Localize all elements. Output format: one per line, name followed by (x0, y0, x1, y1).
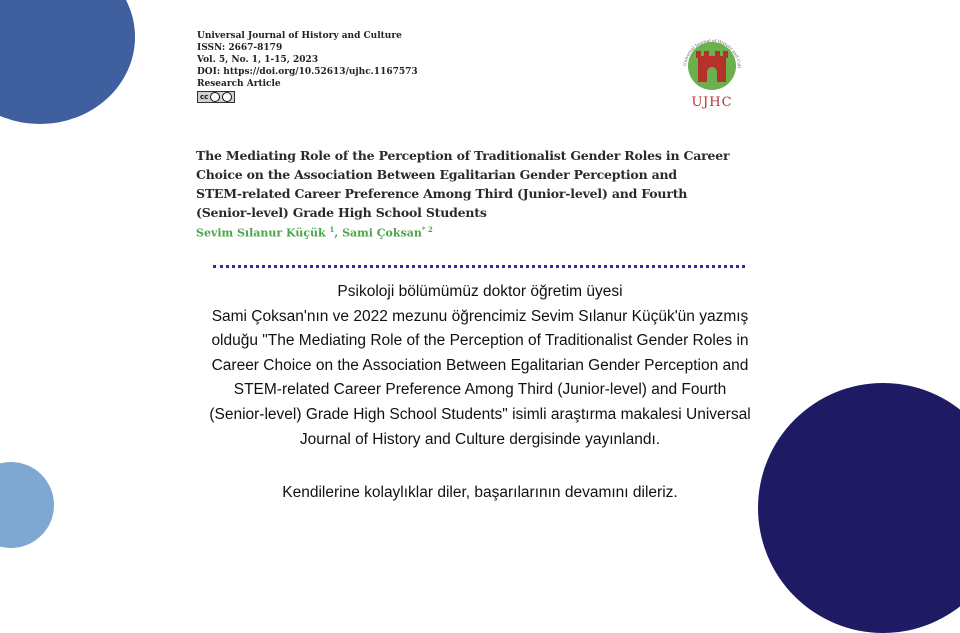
author-affiliation: 1 (329, 225, 335, 234)
title-line: The Mediating Role of the Perception of Traditionalist Gender Roles in Career (196, 148, 730, 163)
journal-meta (197, 30, 418, 103)
cc-nc-icon (222, 92, 232, 102)
announcement-line: (Senior-level) Grade High School Students" isimli araştırma makalesi Universal (209, 405, 751, 423)
logo-text: UJHC (691, 95, 733, 110)
creative-commons-badge-icon[interactable] (197, 91, 235, 103)
announcement-line: Journal of History and Culture dergisinde yayınlandı. (299, 430, 661, 448)
journal-issn: ISSN: 2667-8179 (197, 43, 283, 53)
article-type: Research Article (197, 79, 281, 89)
decor-circle-bottom-left (0, 462, 54, 548)
announcement-text (150, 280, 810, 452)
announcement-line: Career Choice on the Association Between Egalitarian Gender Perception and (211, 356, 749, 374)
article-title (196, 146, 756, 222)
closing-text: Kendilerine kolaylıklar diler, başarılarının devamını dileriz. (282, 484, 678, 501)
journal-volume: Vol. 5, No. 1, 1-15, 2023 (197, 55, 319, 65)
author-name: Sevim Sılanur Küçük (196, 226, 326, 240)
journal-name: Universal Journal of History and Culture (197, 31, 402, 41)
announcement-line: Sami Çoksan'nın ve 2022 mezunu öğrencimiz Sevim Sılanur Küçük'ün yazmış (211, 307, 749, 325)
announcement-line: Psikoloji bölümümüz doktor öğretim üyesi (337, 283, 623, 300)
author-name: Sami Çoksan (342, 226, 422, 240)
decor-circle-top-left (0, 0, 135, 124)
author-affiliation: * 2 (421, 225, 433, 234)
logo-ring-text: Universal Journal of History and Cult (682, 37, 743, 69)
journal-doi[interactable]: DOI: https://doi.org/10.52613/ujhc.1167573 (197, 67, 418, 77)
ujhc-logo-icon (676, 34, 748, 110)
announcement-line: STEM-related Career Preference Among Third (Junior-level) and Fourth (233, 381, 727, 399)
title-line: (Senior-level) Grade High School Students (196, 205, 487, 220)
article-authors: Sevim Sılanur Küçük $^1$, Sami Çoksan$^{* 2}$ (196, 225, 433, 240)
title-line: Choice on the Association Between Egalitarian Gender Perception and (196, 167, 677, 182)
announcement-line: olduğu "The Mediating Role of the Perception of Traditionalist Gender Roles in (211, 332, 749, 350)
dotted-divider (213, 265, 745, 268)
cc-label: cc (200, 93, 209, 101)
cc-by-icon (210, 92, 220, 102)
title-line: STEM-related Career Preference Among Third (Junior-level) and Fourth (196, 186, 688, 201)
